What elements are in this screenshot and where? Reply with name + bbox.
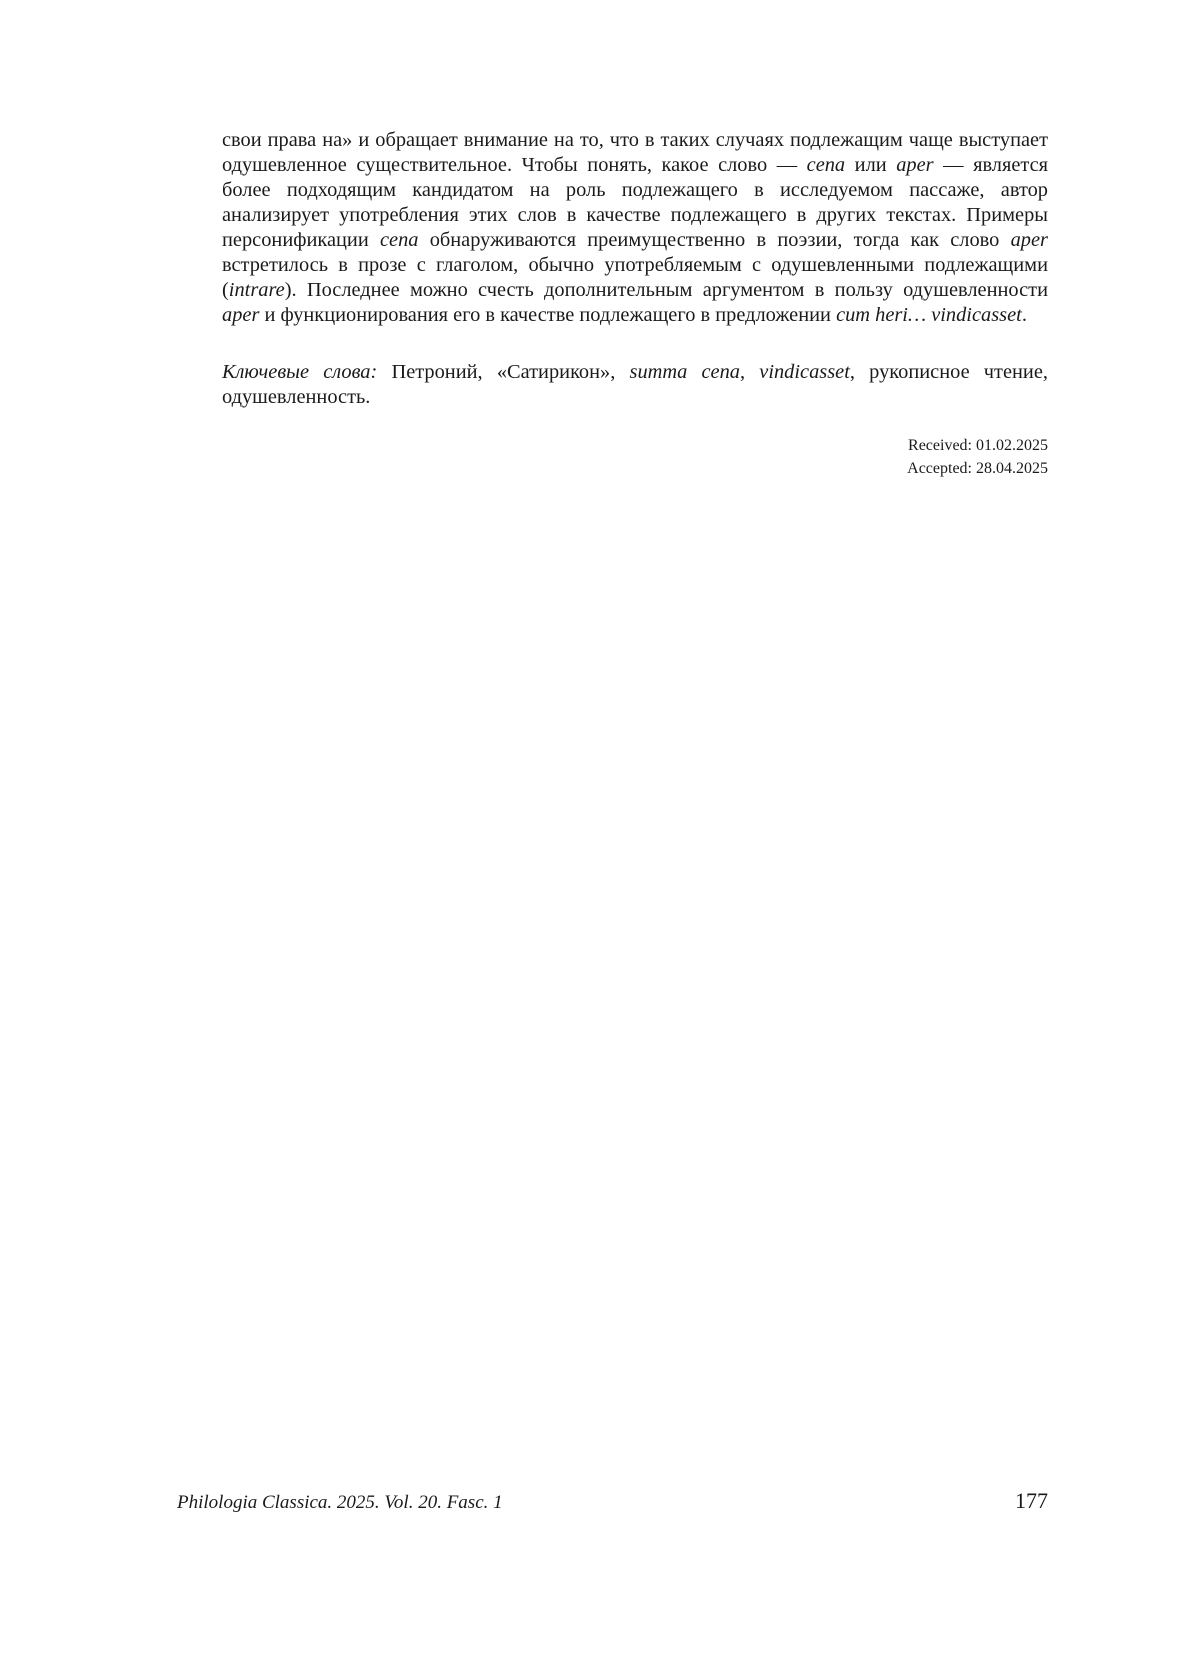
keyword-term: vindicasset: [759, 361, 850, 383]
abstract-term: cena: [806, 154, 846, 176]
abstract-text: — является более подходящим кандидатом на роль подлежащего в исследуемом пассаже, автор анализирует употребления этих слов в качестве подлежащего в других текстах. Примеры персонификации: [222, 154, 1048, 251]
accepted-date: Accepted: 28.04.2025: [907, 460, 1048, 477]
abstract-text: .: [1021, 304, 1027, 326]
footer-page-number: 177: [1015, 1488, 1048, 1513]
abstract-term: intrare: [228, 279, 285, 301]
received-date: Received: 01.02.2025: [908, 437, 1048, 454]
abstract-term: cum heri… vindicasset: [836, 304, 1022, 326]
abstract-paragraph: [222, 128, 1048, 328]
keywords-text: ,: [739, 361, 760, 383]
keywords-text: , рукописное чтение, одушевленность.: [222, 361, 1048, 408]
keywords-text: Петроний, «Сатирикон»,: [377, 361, 630, 383]
footer-journal-title: Philologia Classica. 2025. Vol. 20. Fasc. 1: [177, 1492, 503, 1513]
abstract-term: cena: [379, 229, 419, 251]
abstract-text: свои права на» и обращает внимание на то, что в таких случаях подлежащим чаще выступает одушевленное существительное. Чтобы понять, какое слово —: [222, 129, 1048, 176]
abstract-text: обнаруживаются преимущественно в поэзии, тогда как слово: [418, 229, 1011, 251]
article-dates: [907, 434, 1048, 480]
abstract-text: встретилось в прозе с глаголом, обычно употребляемым с одушевленными подлежащими (: [222, 254, 1048, 301]
abstract-text: или: [845, 154, 897, 176]
abstract-term: aper: [222, 304, 260, 326]
abstract-term: aper: [1010, 229, 1048, 251]
abstract-term: aper: [896, 154, 934, 176]
keywords-paragraph: [222, 360, 1048, 410]
keywords-label: Ключевые слова:: [222, 361, 378, 383]
abstract-text: ). Последнее можно счесть дополнительным аргументом в пользу одушевленности: [284, 279, 1048, 301]
keyword-term: summa cena: [629, 361, 740, 383]
abstract-text: и функционирования его в качестве подлежащего в предложении: [259, 304, 837, 326]
